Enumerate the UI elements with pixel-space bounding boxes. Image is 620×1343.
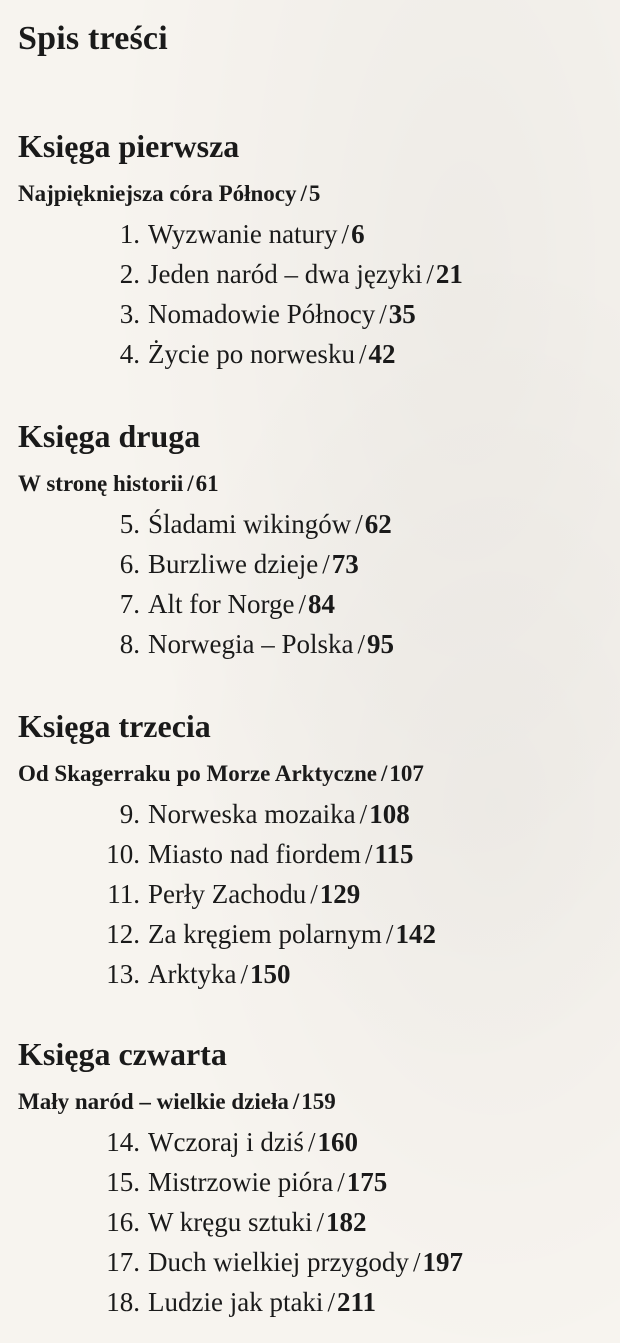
page-number: 5: [308, 181, 321, 206]
chapter-entry: 12. Za kręgiem polarnym / 142: [18, 914, 618, 954]
chapter-title: Mistrzowie pióra: [148, 1167, 334, 1197]
chapter-title: Alt for Norge: [148, 589, 295, 619]
chapter-title: Życie po norwesku: [148, 339, 355, 369]
chapter-entry: 13. Arktyka / 150: [18, 954, 618, 994]
chapter-entry: 3. Nomadowie Północy / 35: [18, 294, 618, 334]
chapter-number: 15.: [106, 1167, 140, 1197]
chapter-entry: 4. Życie po norwesku / 42: [18, 334, 618, 374]
book-title: Księga trzecia: [18, 708, 211, 744]
chapter-number: 5.: [119, 509, 140, 539]
page-number: 6: [351, 219, 365, 249]
chapter-entry: 9. Norweska mozaika / 108: [18, 794, 618, 834]
chapter-number: 3.: [119, 299, 140, 329]
part-title-text: Najpiękniejsza córa Północy: [18, 181, 297, 206]
chapter-entry: 5. Śladami wikingów / 62: [18, 504, 618, 544]
chapter-number: 10.: [106, 839, 140, 869]
chapter-number: 14.: [106, 1127, 140, 1157]
part-title: Od Skagerraku po Morze Arktyczne /107: [18, 761, 424, 786]
page-number: 115: [374, 839, 414, 869]
page-number: 108: [369, 799, 410, 829]
chapter-number: 7.: [119, 589, 140, 619]
page-number: 95: [366, 629, 394, 659]
chapter-number: 12.: [106, 919, 140, 949]
chapter-title: Norwegia – Polska: [148, 629, 354, 659]
chapter-entry: 11. Perły Zachodu / 129: [18, 874, 618, 914]
part-title-text: Mały naród – wielkie dzieła: [18, 1089, 289, 1114]
part-title: Mały naród – wielkie dzieła /159: [18, 1089, 336, 1114]
page-number: 61: [195, 471, 219, 496]
page-number: 107: [389, 761, 424, 786]
chapter-entry: 16. W kręgu sztuki / 182: [18, 1202, 618, 1242]
chapter-title: Norweska mozaika: [148, 799, 356, 829]
chapter-title: Duch wielkiej przygody: [148, 1247, 409, 1277]
page-number: 160: [317, 1127, 358, 1157]
chapter-number: 6.: [119, 549, 140, 579]
chapter-list: [18, 794, 618, 994]
chapter-list: [18, 214, 618, 374]
chapter-title: Perły Zachodu: [148, 879, 307, 909]
page-number: 197: [422, 1247, 463, 1277]
page-number: 150: [250, 959, 291, 989]
chapter-number: 1.: [119, 219, 140, 249]
chapter-title: Jeden naród – dwa języki: [148, 259, 423, 289]
page-number: 142: [395, 919, 436, 949]
chapter-number: 13.: [106, 959, 140, 989]
chapter-entry: 2. Jeden naród – dwa języki / 21: [18, 254, 618, 294]
part-title: Najpiękniejsza córa Północy /5: [18, 181, 321, 206]
chapter-title: Za kręgiem polarnym: [148, 919, 382, 949]
book-section: [18, 416, 618, 664]
chapter-title: W kręgu sztuki: [148, 1207, 313, 1237]
page-number: 211: [336, 1287, 376, 1317]
book-title: Księga pierwsza: [18, 128, 240, 164]
chapter-list: [18, 504, 618, 664]
chapter-number: 9.: [119, 799, 140, 829]
page-number: 129: [319, 879, 361, 909]
chapter-title: Ludzie jak ptaki: [148, 1287, 324, 1317]
page-number: 182: [325, 1207, 367, 1237]
page-number: 35: [388, 299, 416, 329]
chapter-title: Arktyka: [148, 959, 237, 989]
toc-title: Spis treści: [18, 20, 168, 57]
chapter-title: Miasto nad fiordem: [148, 839, 361, 869]
book-section: [18, 706, 618, 994]
page-number: 42: [368, 339, 396, 369]
book-section: [18, 1034, 618, 1322]
book-section: [18, 126, 618, 374]
page-number: 73: [331, 549, 359, 579]
chapter-title: Śladami wikingów: [148, 509, 352, 539]
chapter-title: Burzliwe dzieje: [148, 549, 319, 579]
book-title: Księga czwarta: [18, 1036, 227, 1072]
part-title-text: W stronę historii: [18, 471, 184, 496]
chapter-number: 16.: [106, 1207, 140, 1237]
chapter-entry: 7. Alt for Norge / 84: [18, 584, 618, 624]
chapter-entry: 8. Norwegia – Polska / 95: [18, 624, 618, 664]
chapter-entry: 18. Ludzie jak ptaki / 211: [18, 1282, 618, 1322]
chapter-entry: 15. Mistrzowie pióra / 175: [18, 1162, 618, 1202]
page-number: 21: [435, 259, 463, 289]
page-number: 159: [301, 1089, 336, 1114]
chapter-title: Nomadowie Północy: [148, 299, 376, 329]
chapter-entry: 1. Wyzwanie natury / 6: [18, 214, 618, 254]
chapter-number: 18.: [106, 1287, 140, 1317]
part-title-text: Od Skagerraku po Morze Arktyczne: [18, 761, 378, 786]
chapter-entry: 17. Duch wielkiej przygody / 197: [18, 1242, 618, 1282]
part-title: W stronę historii /61: [18, 471, 219, 496]
chapter-number: 2.: [119, 259, 140, 289]
chapter-title: Wyzwanie natury: [148, 219, 338, 249]
page-number: 175: [346, 1167, 388, 1197]
chapter-number: 11.: [107, 879, 140, 909]
chapter-list: [18, 1122, 618, 1322]
page-number: 84: [308, 589, 335, 619]
chapter-entry: 14. Wczoraj i dziś / 160: [18, 1122, 618, 1162]
chapter-entry: 10. Miasto nad fiordem / 115: [18, 834, 618, 874]
chapter-entry: 6. Burzliwe dzieje / 73: [18, 544, 618, 584]
chapter-number: 4.: [119, 339, 140, 369]
chapter-number: 17.: [106, 1247, 140, 1277]
chapter-number: 8.: [119, 629, 140, 659]
chapter-title: Wczoraj i dziś: [148, 1127, 304, 1157]
book-title: Księga druga: [18, 418, 201, 454]
page-number: 62: [364, 509, 392, 539]
